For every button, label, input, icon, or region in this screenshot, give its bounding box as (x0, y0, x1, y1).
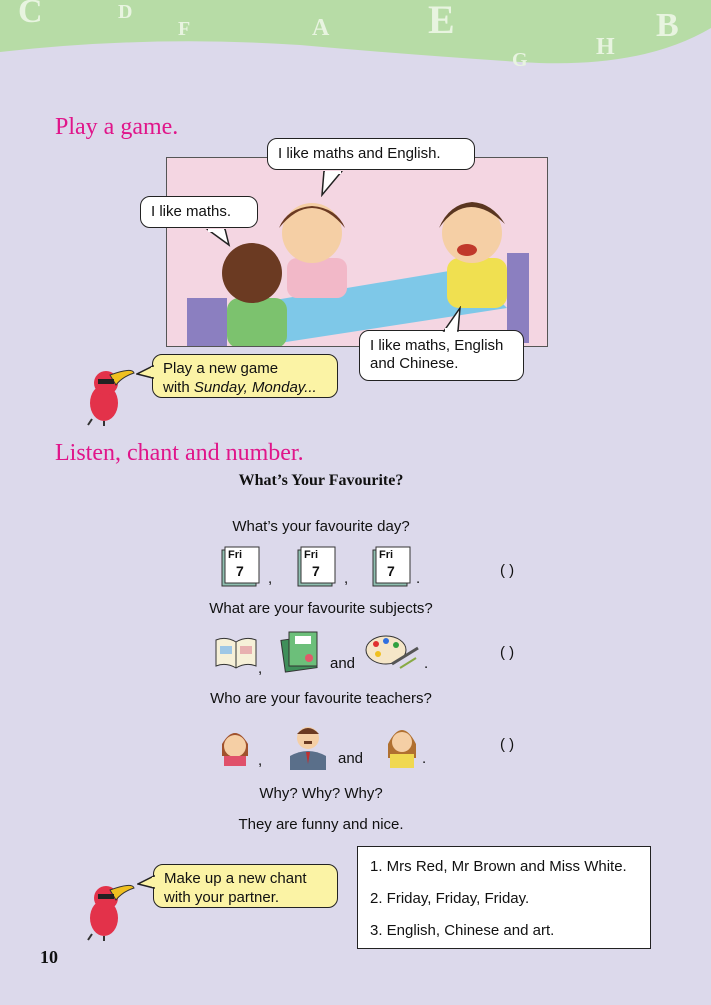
speech-text: I like maths. (151, 203, 232, 220)
parrot-icon (82, 878, 138, 942)
banner-letter: G (512, 49, 528, 71)
and-word: and (338, 750, 364, 767)
calendar-icon: Fri 7 (371, 546, 411, 588)
speech-text: I like maths and English. (278, 145, 441, 162)
answer-blank[interactable]: ( ) (500, 736, 515, 753)
bubble-tail (137, 874, 155, 892)
classroom-illustration (166, 157, 548, 347)
chinese-books-icon (279, 628, 323, 674)
calendar-icon: Fri 7 (220, 546, 260, 588)
chant-line: What’s your favourite day? (232, 518, 410, 535)
and-word: and (330, 655, 356, 672)
speech-bubble-boy-right (359, 330, 524, 381)
tip-text: Play a new game (163, 360, 279, 377)
tip-text: Make up a new chant (164, 870, 307, 887)
bubble-tail (205, 229, 235, 249)
speech-bubble-girl (267, 138, 475, 170)
speech-bubble-boy-left (140, 196, 258, 228)
speech-text: and Chinese. (370, 355, 459, 372)
teacher-miss-white-icon (384, 722, 420, 768)
bubble-tail (136, 364, 154, 382)
banner-letter: A (312, 15, 330, 41)
banner-letter: H (596, 34, 615, 60)
bubble-tail (318, 171, 348, 197)
banner-letter: C (18, 0, 43, 30)
tip-bubble-new-chant (153, 864, 338, 908)
teacher-mrs-red-icon (218, 726, 252, 766)
page-number: 10 (40, 947, 58, 967)
period: . (422, 750, 427, 767)
chant-line: They are funny and nice. (238, 816, 404, 833)
banner-letter: B (656, 7, 679, 44)
bubble-tail (440, 306, 466, 332)
comma: , (258, 752, 263, 769)
chant-line: Who are your favourite teachers? (210, 690, 432, 707)
answer-option: 3. English, Chinese and art. (370, 922, 555, 939)
book-icon (214, 636, 258, 670)
tip-text: with your partner. (164, 888, 280, 906)
banner-letter: D (118, 1, 133, 23)
answer-option: 1. Mrs Red, Mr Brown and Miss White. (370, 858, 627, 875)
chant-title: What’s Your Favourite? (238, 472, 404, 489)
banner-letter: F (178, 18, 191, 40)
chant-line: What are your favourite subjects? (209, 600, 433, 617)
paint-palette-icon (364, 630, 420, 670)
comma: , (268, 570, 273, 587)
answer-option: 2. Friday, Friday, Friday. (370, 890, 530, 907)
calendar-icon: Fri 7 (296, 546, 336, 588)
answer-blank[interactable]: ( ) (500, 644, 515, 661)
comma: , (258, 660, 263, 677)
teacher-mr-brown-icon (286, 722, 330, 770)
section-heading-play: Play a game. (55, 114, 179, 140)
period: . (416, 570, 421, 587)
answer-blank[interactable]: ( ) (500, 562, 515, 579)
speech-text: I like maths, English (370, 337, 504, 354)
chant-line: Why? Why? Why? (259, 785, 383, 802)
letter-banner (0, 0, 711, 80)
banner-letter: E (428, 0, 455, 42)
period: . (424, 655, 429, 672)
comma: , (344, 570, 349, 587)
parrot-icon (82, 363, 138, 427)
answer-options-box (357, 846, 651, 949)
tip-bubble-new-game (152, 354, 338, 398)
section-heading-chant: Listen, chant and number. (55, 440, 304, 466)
tip-text: with Sunday, Monday... (163, 378, 317, 396)
